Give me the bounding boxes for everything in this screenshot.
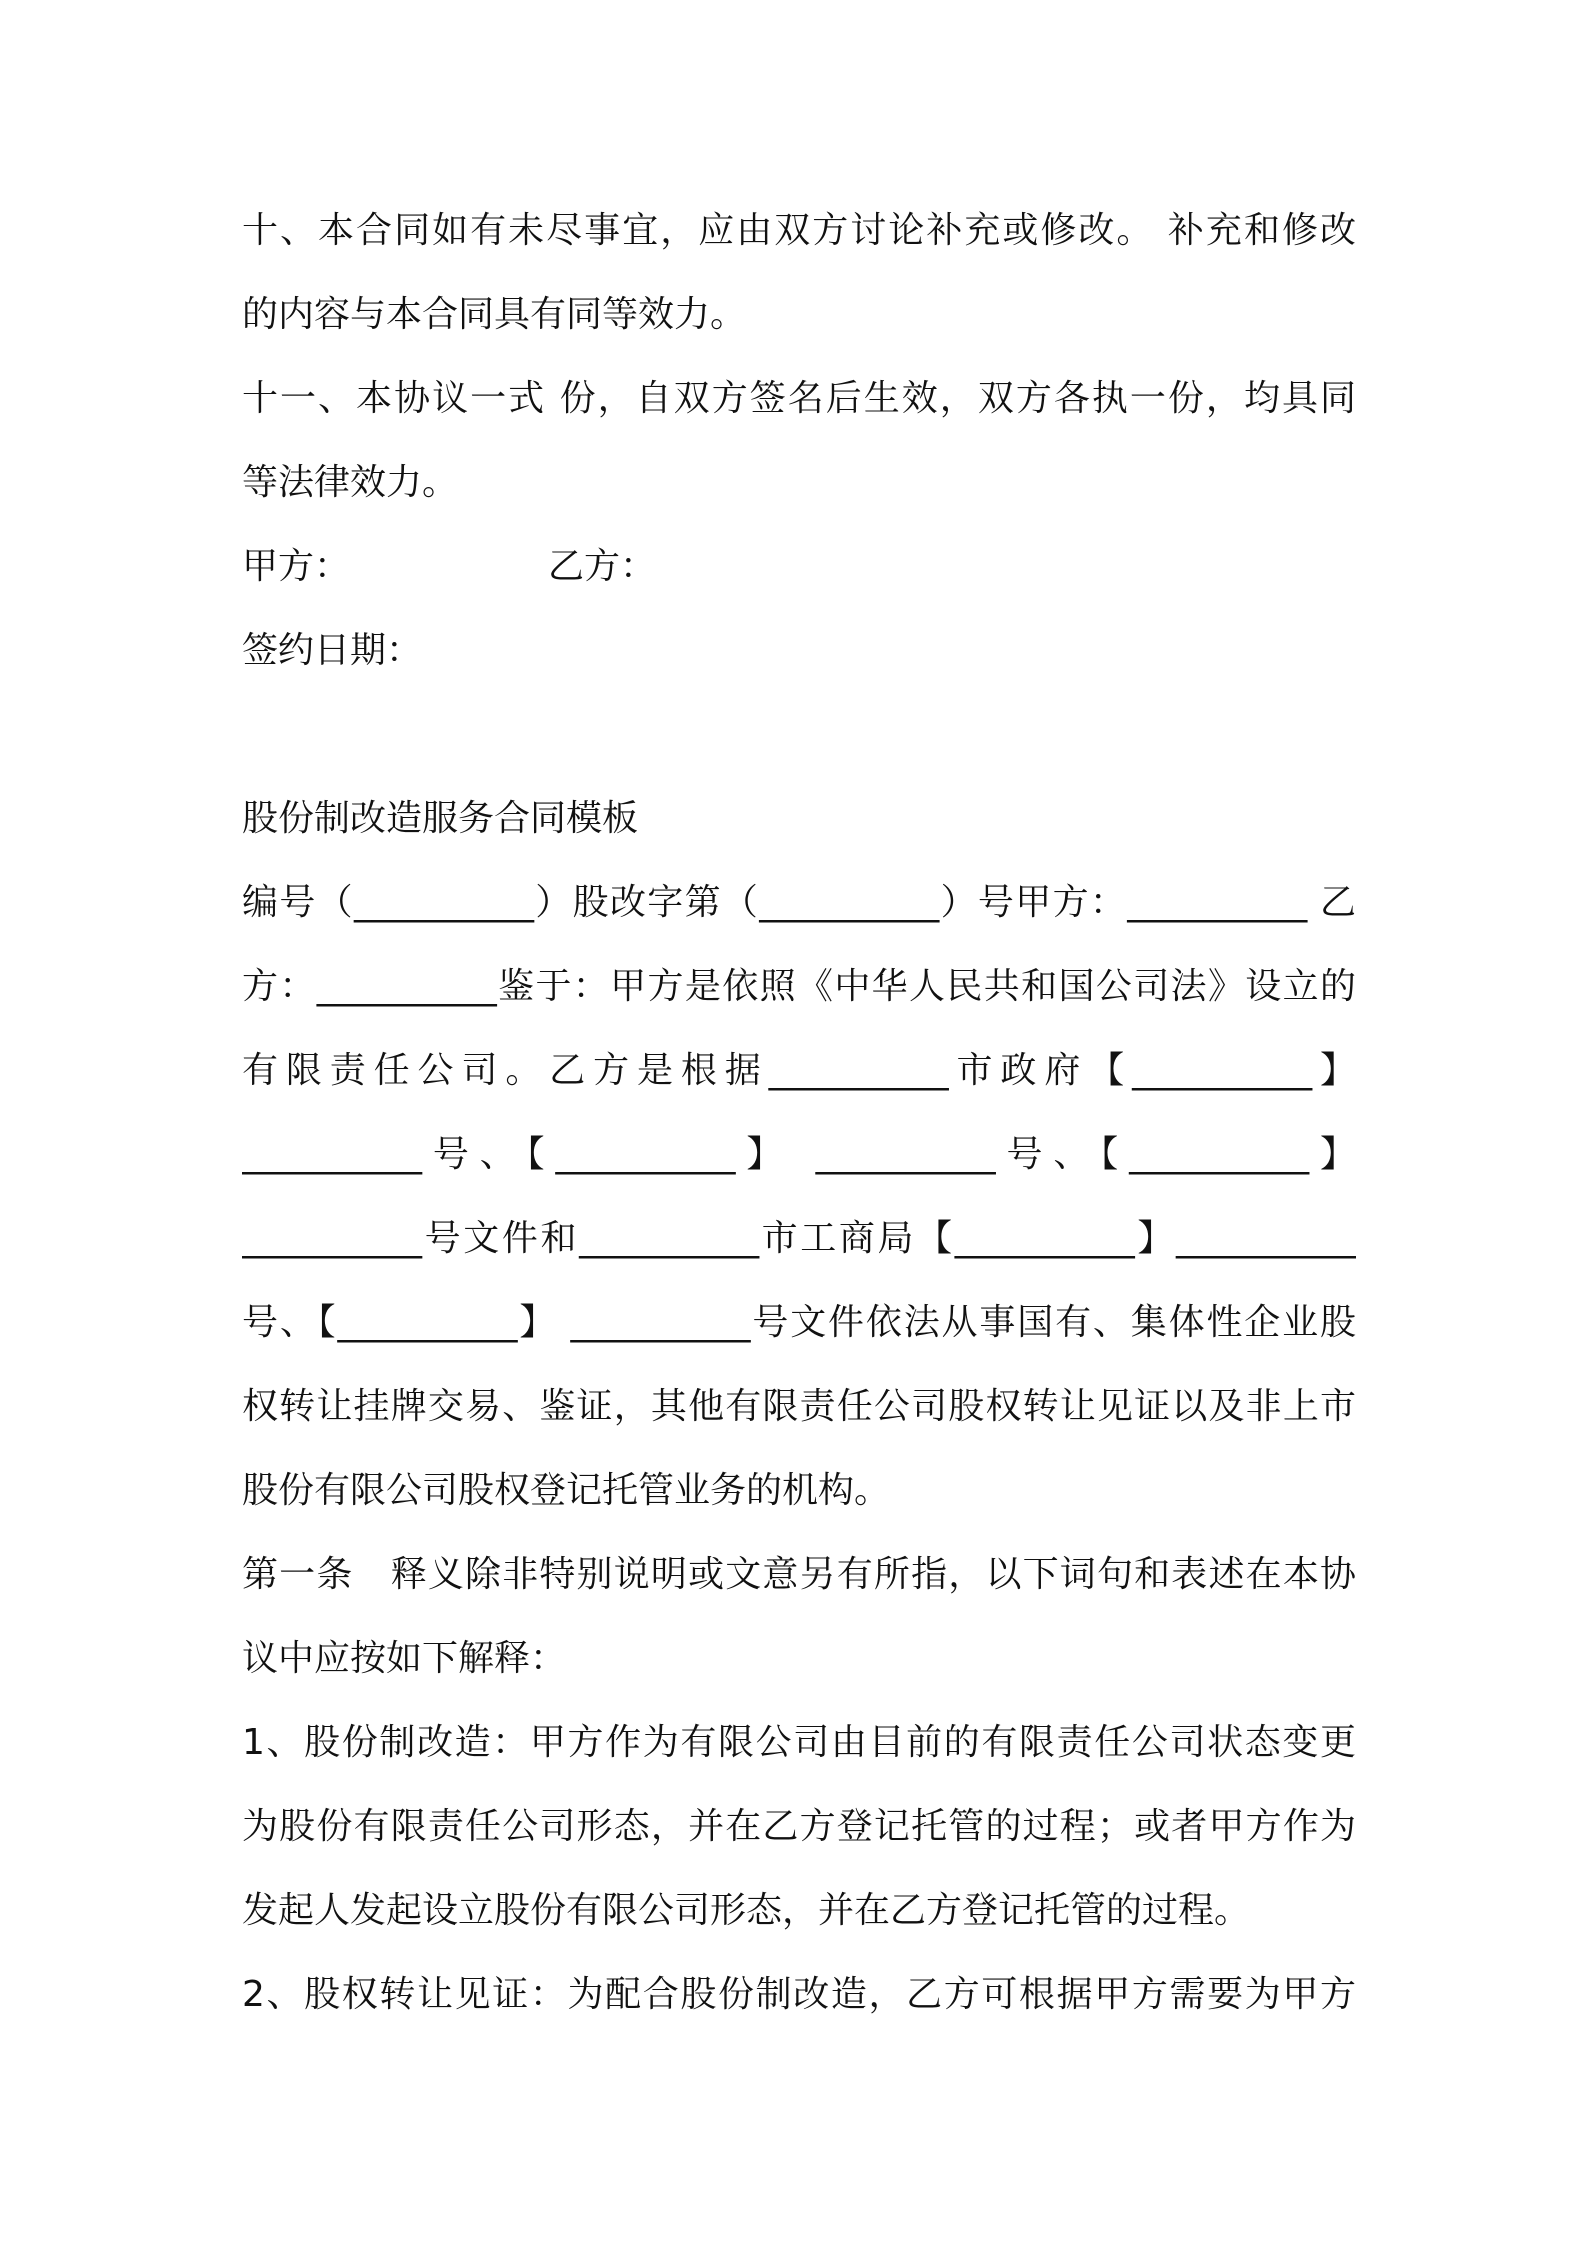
preamble-line: __________号文件和__________市工商局【__________】__________ <box>242 1218 1356 1259</box>
article-1 <box>242 1533 1356 1701</box>
definition-1 <box>242 1701 1356 1953</box>
preamble-line: 有限责任公司。乙方是根据__________市政府【__________】 <box>242 1050 1356 1091</box>
preamble-line: 号、【__________】 __________号文件依法从事国有、集体性企业股 <box>242 1302 1356 1343</box>
preamble-line: 方：__________鉴于：甲方是依照《中华人民共和国公司法》设立的 <box>242 966 1356 1007</box>
preamble-line: 权转让挂牌交易、鉴证，其他有限责任公司股权转让见证以及非上市 <box>242 1386 1356 1427</box>
preamble-line: 股份有限公司股权登记托管业务的机构。 <box>242 1470 891 1511</box>
definition-1-line: 发起人发起设立股份有限公司形态，并在乙方登记托管的过程。 <box>242 1890 1251 1931</box>
contract-title: 股份制改造服务合同模板 <box>242 798 639 839</box>
definition-2-line: 2、股权转让见证：为配合股份制改造，乙方可根据甲方需要为甲方 <box>242 1974 1356 2015</box>
clause-11 <box>242 357 1356 525</box>
article-1-line: 第一条 释义除非特别说明或文意另有所指，以下词句和表述在本协 <box>242 1554 1356 1595</box>
signature-row <box>242 525 1356 609</box>
preamble-line: 编号（__________）股改字第（__________）号甲方：__________ 乙 <box>242 882 1356 923</box>
clause-10-line: 十、本合同如有未尽事宜，应由双方讨论补充或修改。 补充和修改 <box>242 210 1356 251</box>
blank-line <box>242 693 1356 777</box>
definition-1-line: 1、股份制改造：甲方作为有限公司由目前的有限责任公司状态变更 <box>242 1722 1356 1763</box>
definition-1-line: 为股份有限责任公司形态，并在乙方登记托管的过程；或者甲方作为 <box>242 1806 1356 1847</box>
definition-2 <box>242 1953 1356 2037</box>
article-1-line: 议中应按如下解释： <box>242 1638 567 1679</box>
party-b-label: 乙方： <box>548 546 657 587</box>
document-page <box>242 189 1356 2037</box>
preamble-line: __________号、【__________】 __________号、【__________】 <box>242 1134 1356 1175</box>
contract-preamble <box>242 861 1356 1533</box>
signing-date-label: 签约日期： <box>242 630 423 671</box>
clause-10-line: 的内容与本合同具有同等效力。 <box>242 294 747 335</box>
clause-11-line: 等法律效力。 <box>242 462 459 503</box>
clause-11-line: 十一、本协议一式 份，自双方签名后生效，双方各执一份，均具同 <box>242 378 1356 419</box>
party-a-label: 甲方： <box>242 546 351 587</box>
clause-10 <box>242 189 1356 357</box>
